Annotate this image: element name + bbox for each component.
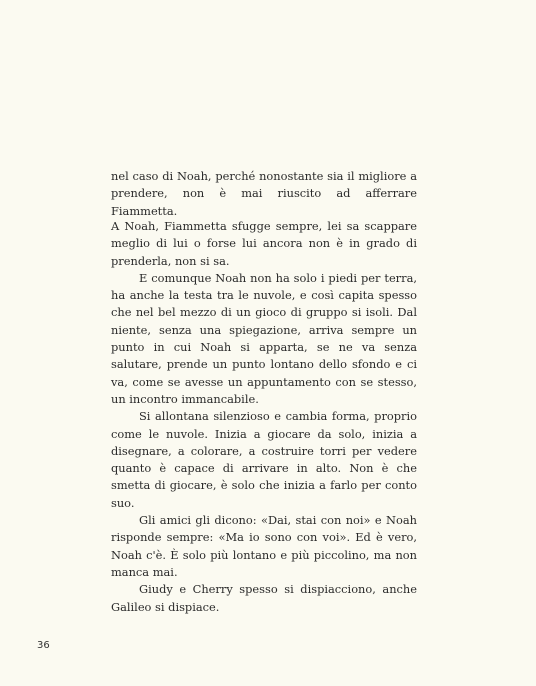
continued-paragraph-block <box>111 168 417 220</box>
paragraph-3: Si allontana silenzioso e cambia forma, proprio come le nuvole. Inizia a giocare da solo, inizia a disegnare, a colorare, a costruire torri per vedere quanto è capace di arrivare in alto. Non è che smetta di giocare, è solo che inizia a farlo per conto suo. <box>111 409 417 510</box>
paragraph-2: E comunque Noah non ha solo i piedi per terra, ha anche la testa tra le nuvole, e così capita spesso che nel bel mezzo di un gioco di gruppo si isoli. Dal niente, senza una spiegazione, arriva sempre un punto in cui Noah si apparta, se ne va senza salutare, prende un punto lontano dello sfondo e ci va, come se avesse un appuntamento con se stesso, un incontro immancabile. <box>111 270 417 406</box>
page-number: 36 <box>37 640 50 651</box>
paragraph-5: Giudy e Cherry spesso si dispiacciono, anche Galileo si dispiace. <box>111 582 417 614</box>
paragraph-1: A Noah, Fiammetta sfugge sempre, lei sa scappare meglio di lui o forse lui ancora non è in grado di prenderla, non si sa. <box>111 219 417 268</box>
paragraph-continued: nel caso di Noah, perché nonostante sia il migliore a prendere, non è mai riuscito ad afferrare Fiammetta. <box>111 169 417 218</box>
paragraph-4: Gli amici gli dicono: «Dai, stai con noi» e Noah risponde sempre: «Ma io sono con voi». Ed è vero, Noah c'è. È solo più lontano e più piccolino, ma non manca mai. <box>111 513 417 579</box>
main-text-block <box>111 218 417 616</box>
